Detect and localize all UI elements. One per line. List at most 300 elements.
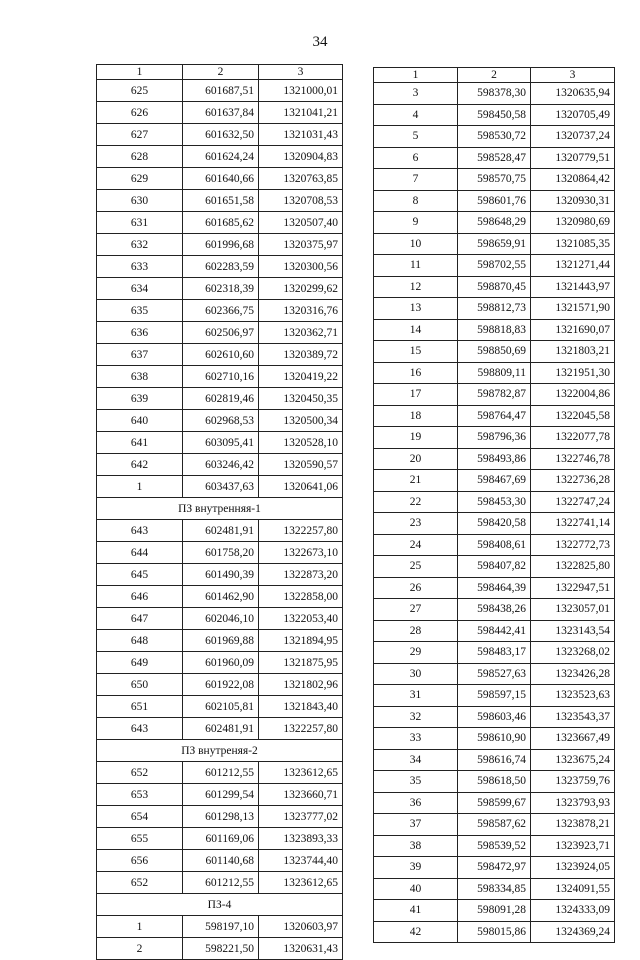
point-number-cell: 630 [97, 190, 183, 212]
point-number-cell: 631 [97, 212, 183, 234]
point-number-cell: 652 [97, 872, 183, 894]
section-title: ПЗ-4 [97, 894, 343, 916]
y-coordinate-cell: 1322772,73 [531, 534, 615, 556]
table-row [374, 83, 615, 105]
x-coordinate-cell: 598378,30 [458, 83, 531, 105]
y-coordinate-cell: 1323759,76 [531, 771, 615, 793]
table-row [97, 696, 343, 718]
y-coordinate-cell: 1322747,24 [531, 491, 615, 513]
section-title-row [97, 894, 343, 916]
y-coordinate-cell: 1320705,49 [531, 104, 615, 126]
point-number-cell: 1 [97, 476, 183, 498]
table-row [374, 878, 615, 900]
table-row [97, 916, 343, 938]
y-coordinate-cell: 1320864,42 [531, 169, 615, 191]
point-number-cell: 655 [97, 828, 183, 850]
y-coordinate-cell: 1320708,53 [259, 190, 343, 212]
point-number-cell: 9 [374, 212, 458, 234]
y-coordinate-cell: 1320450,35 [259, 388, 343, 410]
x-coordinate-cell: 598407,82 [458, 556, 531, 578]
y-coordinate-cell: 1321031,43 [259, 124, 343, 146]
point-number-cell: 651 [97, 696, 183, 718]
point-number-cell: 17 [374, 384, 458, 406]
y-coordinate-cell: 1322045,58 [531, 405, 615, 427]
table-row [374, 642, 615, 664]
table-row [374, 255, 615, 277]
x-coordinate-cell: 598702,55 [458, 255, 531, 277]
y-coordinate-cell: 1321951,30 [531, 362, 615, 384]
y-coordinate-cell: 1323426,28 [531, 663, 615, 685]
table-row [97, 630, 343, 652]
y-coordinate-cell: 1321875,95 [259, 652, 343, 674]
y-coordinate-cell: 1321803,21 [531, 341, 615, 363]
y-coordinate-cell: 1321085,35 [531, 233, 615, 255]
x-coordinate-cell: 598610,90 [458, 728, 531, 750]
point-number-cell: 26 [374, 577, 458, 599]
x-coordinate-cell: 598015,86 [458, 921, 531, 943]
x-coordinate-cell: 598528,47 [458, 147, 531, 169]
column-header: 2 [458, 68, 531, 83]
y-coordinate-cell: 1322257,80 [259, 718, 343, 740]
point-number-cell: 24 [374, 534, 458, 556]
y-coordinate-cell: 1320299,62 [259, 278, 343, 300]
point-number-cell: 647 [97, 608, 183, 630]
point-number-cell: 656 [97, 850, 183, 872]
column-header: 2 [183, 65, 259, 80]
table-row [97, 190, 343, 212]
point-number-cell: 28 [374, 620, 458, 642]
point-number-cell: 5 [374, 126, 458, 148]
point-number-cell: 42 [374, 921, 458, 943]
x-coordinate-cell: 598483,17 [458, 642, 531, 664]
y-coordinate-cell: 1324333,09 [531, 900, 615, 922]
point-number-cell: 644 [97, 542, 183, 564]
x-coordinate-cell: 603246,42 [183, 454, 259, 476]
point-number-cell: 643 [97, 520, 183, 542]
table-row [374, 212, 615, 234]
point-number-cell: 25 [374, 556, 458, 578]
table-row [97, 718, 343, 740]
x-coordinate-cell: 601632,50 [183, 124, 259, 146]
table-row [374, 427, 615, 449]
page-number: 34 [312, 34, 328, 50]
x-coordinate-cell: 598467,69 [458, 470, 531, 492]
table-row [374, 857, 615, 879]
coordinates-table-left [96, 64, 343, 960]
table-row [97, 806, 343, 828]
y-coordinate-cell: 1320779,51 [531, 147, 615, 169]
table-row [374, 556, 615, 578]
x-coordinate-cell: 598601,76 [458, 190, 531, 212]
x-coordinate-cell: 602318,39 [183, 278, 259, 300]
point-number-cell: 637 [97, 344, 183, 366]
table-row [374, 513, 615, 535]
x-coordinate-cell: 598453,30 [458, 491, 531, 513]
y-coordinate-cell: 1320980,69 [531, 212, 615, 234]
x-coordinate-cell: 598472,97 [458, 857, 531, 879]
y-coordinate-cell: 1320904,83 [259, 146, 343, 168]
table-row [97, 212, 343, 234]
table-row [97, 608, 343, 630]
point-number-cell: 652 [97, 762, 183, 784]
table-row [374, 792, 615, 814]
table-row [374, 771, 615, 793]
x-coordinate-cell: 601169,06 [183, 828, 259, 850]
y-coordinate-cell: 1323893,33 [259, 828, 343, 850]
point-number-cell: 40 [374, 878, 458, 900]
point-number-cell: 16 [374, 362, 458, 384]
x-coordinate-cell: 602481,91 [183, 520, 259, 542]
table-row [374, 470, 615, 492]
x-coordinate-cell: 598442,41 [458, 620, 531, 642]
x-coordinate-cell: 598091,28 [458, 900, 531, 922]
x-coordinate-cell: 601996,68 [183, 234, 259, 256]
y-coordinate-cell: 1322053,40 [259, 608, 343, 630]
x-coordinate-cell: 598616,74 [458, 749, 531, 771]
x-coordinate-cell: 602283,59 [183, 256, 259, 278]
table-row [97, 784, 343, 806]
section-title-row [97, 740, 343, 762]
column-header: 3 [259, 65, 343, 80]
point-number-cell: 639 [97, 388, 183, 410]
table-row [374, 341, 615, 363]
x-coordinate-cell: 598587,62 [458, 814, 531, 836]
x-coordinate-cell: 598493,86 [458, 448, 531, 470]
x-coordinate-cell: 598809,11 [458, 362, 531, 384]
x-coordinate-cell: 601960,09 [183, 652, 259, 674]
y-coordinate-cell: 1320763,85 [259, 168, 343, 190]
x-coordinate-cell: 598659,91 [458, 233, 531, 255]
table-row [374, 599, 615, 621]
table-row [97, 938, 343, 960]
table-header-row [97, 65, 343, 80]
table-row [97, 850, 343, 872]
point-number-cell: 649 [97, 652, 183, 674]
x-coordinate-cell: 598464,39 [458, 577, 531, 599]
x-coordinate-cell: 602710,16 [183, 366, 259, 388]
y-coordinate-cell: 1323268,02 [531, 642, 615, 664]
x-coordinate-cell: 598764,47 [458, 405, 531, 427]
point-number-cell: 14 [374, 319, 458, 341]
x-coordinate-cell: 598850,69 [458, 341, 531, 363]
table-row [97, 102, 343, 124]
y-coordinate-cell: 1321041,21 [259, 102, 343, 124]
point-number-cell: 643 [97, 718, 183, 740]
table-row [374, 298, 615, 320]
y-coordinate-cell: 1322077,78 [531, 427, 615, 449]
point-number-cell: 18 [374, 405, 458, 427]
point-number-cell: 41 [374, 900, 458, 922]
point-number-cell: 33 [374, 728, 458, 750]
table-row [374, 685, 615, 707]
point-number-cell: 12 [374, 276, 458, 298]
y-coordinate-cell: 1322873,20 [259, 564, 343, 586]
table-row [374, 319, 615, 341]
table-row [374, 126, 615, 148]
point-number-cell: 650 [97, 674, 183, 696]
y-coordinate-cell: 1323543,37 [531, 706, 615, 728]
y-coordinate-cell: 1320316,76 [259, 300, 343, 322]
y-coordinate-cell: 1322257,80 [259, 520, 343, 542]
table-row [374, 620, 615, 642]
x-coordinate-cell: 602610,60 [183, 344, 259, 366]
point-number-cell: 633 [97, 256, 183, 278]
x-coordinate-cell: 601298,13 [183, 806, 259, 828]
point-number-cell: 3 [374, 83, 458, 105]
y-coordinate-cell: 1323744,40 [259, 850, 343, 872]
table-row [97, 410, 343, 432]
y-coordinate-cell: 1320590,57 [259, 454, 343, 476]
x-coordinate-cell: 602046,10 [183, 608, 259, 630]
table-row [97, 168, 343, 190]
table-row [374, 663, 615, 685]
y-coordinate-cell: 1322825,80 [531, 556, 615, 578]
table-row [97, 366, 343, 388]
table-row [374, 190, 615, 212]
table-row [374, 900, 615, 922]
point-number-cell: 645 [97, 564, 183, 586]
x-coordinate-cell: 598530,72 [458, 126, 531, 148]
table-row [97, 454, 343, 476]
table-row [97, 388, 343, 410]
x-coordinate-cell: 601140,68 [183, 850, 259, 872]
table-row [374, 233, 615, 255]
x-coordinate-cell: 598782,87 [458, 384, 531, 406]
y-coordinate-cell: 1320641,06 [259, 476, 343, 498]
point-number-cell: 640 [97, 410, 183, 432]
point-number-cell: 7 [374, 169, 458, 191]
table-row [97, 344, 343, 366]
y-coordinate-cell: 1322858,00 [259, 586, 343, 608]
table-row [97, 322, 343, 344]
column-header: 3 [531, 68, 615, 83]
point-number-cell: 628 [97, 146, 183, 168]
y-coordinate-cell: 1322004,86 [531, 384, 615, 406]
table-row [97, 520, 343, 542]
x-coordinate-cell: 598408,61 [458, 534, 531, 556]
column-header: 1 [97, 65, 183, 80]
point-number-cell: 648 [97, 630, 183, 652]
x-coordinate-cell: 598870,45 [458, 276, 531, 298]
table-row [97, 278, 343, 300]
x-coordinate-cell: 598438,26 [458, 599, 531, 621]
x-coordinate-cell: 602105,81 [183, 696, 259, 718]
table-row [97, 586, 343, 608]
x-coordinate-cell: 601212,55 [183, 872, 259, 894]
point-number-cell: 19 [374, 427, 458, 449]
x-coordinate-cell: 602366,75 [183, 300, 259, 322]
x-coordinate-cell: 601651,58 [183, 190, 259, 212]
y-coordinate-cell: 1323612,65 [259, 762, 343, 784]
point-number-cell: 635 [97, 300, 183, 322]
y-coordinate-cell: 1320737,24 [531, 126, 615, 148]
table-row [374, 534, 615, 556]
point-number-cell: 654 [97, 806, 183, 828]
y-coordinate-cell: 1321843,40 [259, 696, 343, 718]
table-row [374, 362, 615, 384]
y-coordinate-cell: 1323612,65 [259, 872, 343, 894]
section-title: ПЗ внутренняя-1 [97, 498, 343, 520]
table-row [374, 706, 615, 728]
y-coordinate-cell: 1320528,10 [259, 432, 343, 454]
point-number-cell: 13 [374, 298, 458, 320]
point-number-cell: 37 [374, 814, 458, 836]
x-coordinate-cell: 603437,63 [183, 476, 259, 498]
table-row [97, 762, 343, 784]
x-coordinate-cell: 601299,54 [183, 784, 259, 806]
y-coordinate-cell: 1323924,05 [531, 857, 615, 879]
point-number-cell: 38 [374, 835, 458, 857]
point-number-cell: 20 [374, 448, 458, 470]
point-number-cell: 23 [374, 513, 458, 535]
x-coordinate-cell: 598334,85 [458, 878, 531, 900]
x-coordinate-cell: 601462,90 [183, 586, 259, 608]
x-coordinate-cell: 601969,88 [183, 630, 259, 652]
x-coordinate-cell: 601624,24 [183, 146, 259, 168]
y-coordinate-cell: 1323878,21 [531, 814, 615, 836]
point-number-cell: 2 [97, 938, 183, 960]
y-coordinate-cell: 1320375,97 [259, 234, 343, 256]
point-number-cell: 36 [374, 792, 458, 814]
table-row [97, 432, 343, 454]
x-coordinate-cell: 601687,51 [183, 80, 259, 102]
y-coordinate-cell: 1320419,22 [259, 366, 343, 388]
y-coordinate-cell: 1320930,31 [531, 190, 615, 212]
y-coordinate-cell: 1323777,02 [259, 806, 343, 828]
y-coordinate-cell: 1323523,63 [531, 685, 615, 707]
table-row [97, 476, 343, 498]
y-coordinate-cell: 1323675,24 [531, 749, 615, 771]
y-coordinate-cell: 1320507,40 [259, 212, 343, 234]
point-number-cell: 30 [374, 663, 458, 685]
x-coordinate-cell: 598599,67 [458, 792, 531, 814]
y-coordinate-cell: 1321802,96 [259, 674, 343, 696]
table-row [374, 104, 615, 126]
table-row [97, 542, 343, 564]
y-coordinate-cell: 1320603,97 [259, 916, 343, 938]
x-coordinate-cell: 602481,91 [183, 718, 259, 740]
point-number-cell: 35 [374, 771, 458, 793]
point-number-cell: 32 [374, 706, 458, 728]
y-coordinate-cell: 1321271,44 [531, 255, 615, 277]
x-coordinate-cell: 598527,63 [458, 663, 531, 685]
table-row [97, 872, 343, 894]
table-row [97, 124, 343, 146]
x-coordinate-cell: 602968,53 [183, 410, 259, 432]
y-coordinate-cell: 1321000,01 [259, 80, 343, 102]
x-coordinate-cell: 598420,58 [458, 513, 531, 535]
x-coordinate-cell: 598618,50 [458, 771, 531, 793]
y-coordinate-cell: 1324091,55 [531, 878, 615, 900]
table-row [374, 405, 615, 427]
table-row [374, 448, 615, 470]
point-number-cell: 646 [97, 586, 183, 608]
y-coordinate-cell: 1323143,54 [531, 620, 615, 642]
x-coordinate-cell: 598597,15 [458, 685, 531, 707]
y-coordinate-cell: 1321894,95 [259, 630, 343, 652]
point-number-cell: 653 [97, 784, 183, 806]
point-number-cell: 642 [97, 454, 183, 476]
table-row [97, 234, 343, 256]
point-number-cell: 636 [97, 322, 183, 344]
table-row [97, 146, 343, 168]
x-coordinate-cell: 598539,52 [458, 835, 531, 857]
y-coordinate-cell: 1323057,01 [531, 599, 615, 621]
point-number-cell: 10 [374, 233, 458, 255]
table-row [97, 674, 343, 696]
x-coordinate-cell: 601922,08 [183, 674, 259, 696]
x-coordinate-cell: 601685,62 [183, 212, 259, 234]
x-coordinate-cell: 598818,83 [458, 319, 531, 341]
table-row [374, 384, 615, 406]
table-row [374, 921, 615, 943]
point-number-cell: 21 [374, 470, 458, 492]
coordinates-table-right [373, 67, 615, 943]
y-coordinate-cell: 1322746,78 [531, 448, 615, 470]
x-coordinate-cell: 598812,73 [458, 298, 531, 320]
x-coordinate-cell: 598648,29 [458, 212, 531, 234]
x-coordinate-cell: 601637,84 [183, 102, 259, 124]
point-number-cell: 15 [374, 341, 458, 363]
table-row [374, 491, 615, 513]
table-row [374, 835, 615, 857]
x-coordinate-cell: 598570,75 [458, 169, 531, 191]
point-number-cell: 625 [97, 80, 183, 102]
table-row [97, 564, 343, 586]
point-number-cell: 6 [374, 147, 458, 169]
point-number-cell: 627 [97, 124, 183, 146]
table-row [97, 256, 343, 278]
point-number-cell: 1 [97, 916, 183, 938]
table-row [97, 652, 343, 674]
y-coordinate-cell: 1321571,90 [531, 298, 615, 320]
x-coordinate-cell: 603095,41 [183, 432, 259, 454]
table-row [374, 147, 615, 169]
table-row [374, 749, 615, 771]
y-coordinate-cell: 1323923,71 [531, 835, 615, 857]
point-number-cell: 629 [97, 168, 183, 190]
y-coordinate-cell: 1320389,72 [259, 344, 343, 366]
point-number-cell: 22 [374, 491, 458, 513]
point-number-cell: 31 [374, 685, 458, 707]
y-coordinate-cell: 1322736,28 [531, 470, 615, 492]
x-coordinate-cell: 598603,46 [458, 706, 531, 728]
y-coordinate-cell: 1320500,34 [259, 410, 343, 432]
point-number-cell: 27 [374, 599, 458, 621]
table-row [97, 80, 343, 102]
table-row [374, 169, 615, 191]
point-number-cell: 11 [374, 255, 458, 277]
table-row [374, 276, 615, 298]
y-coordinate-cell: 1320300,56 [259, 256, 343, 278]
x-coordinate-cell: 601640,66 [183, 168, 259, 190]
x-coordinate-cell: 602819,46 [183, 388, 259, 410]
point-number-cell: 641 [97, 432, 183, 454]
y-coordinate-cell: 1320631,43 [259, 938, 343, 960]
y-coordinate-cell: 1322673,10 [259, 542, 343, 564]
point-number-cell: 626 [97, 102, 183, 124]
column-header: 1 [374, 68, 458, 83]
section-title: ПЗ внутреняя-2 [97, 740, 343, 762]
point-number-cell: 4 [374, 104, 458, 126]
y-coordinate-cell: 1323793,93 [531, 792, 615, 814]
table-row [97, 300, 343, 322]
point-number-cell: 34 [374, 749, 458, 771]
point-number-cell: 638 [97, 366, 183, 388]
x-coordinate-cell: 598796,36 [458, 427, 531, 449]
point-number-cell: 39 [374, 857, 458, 879]
table-row [374, 577, 615, 599]
